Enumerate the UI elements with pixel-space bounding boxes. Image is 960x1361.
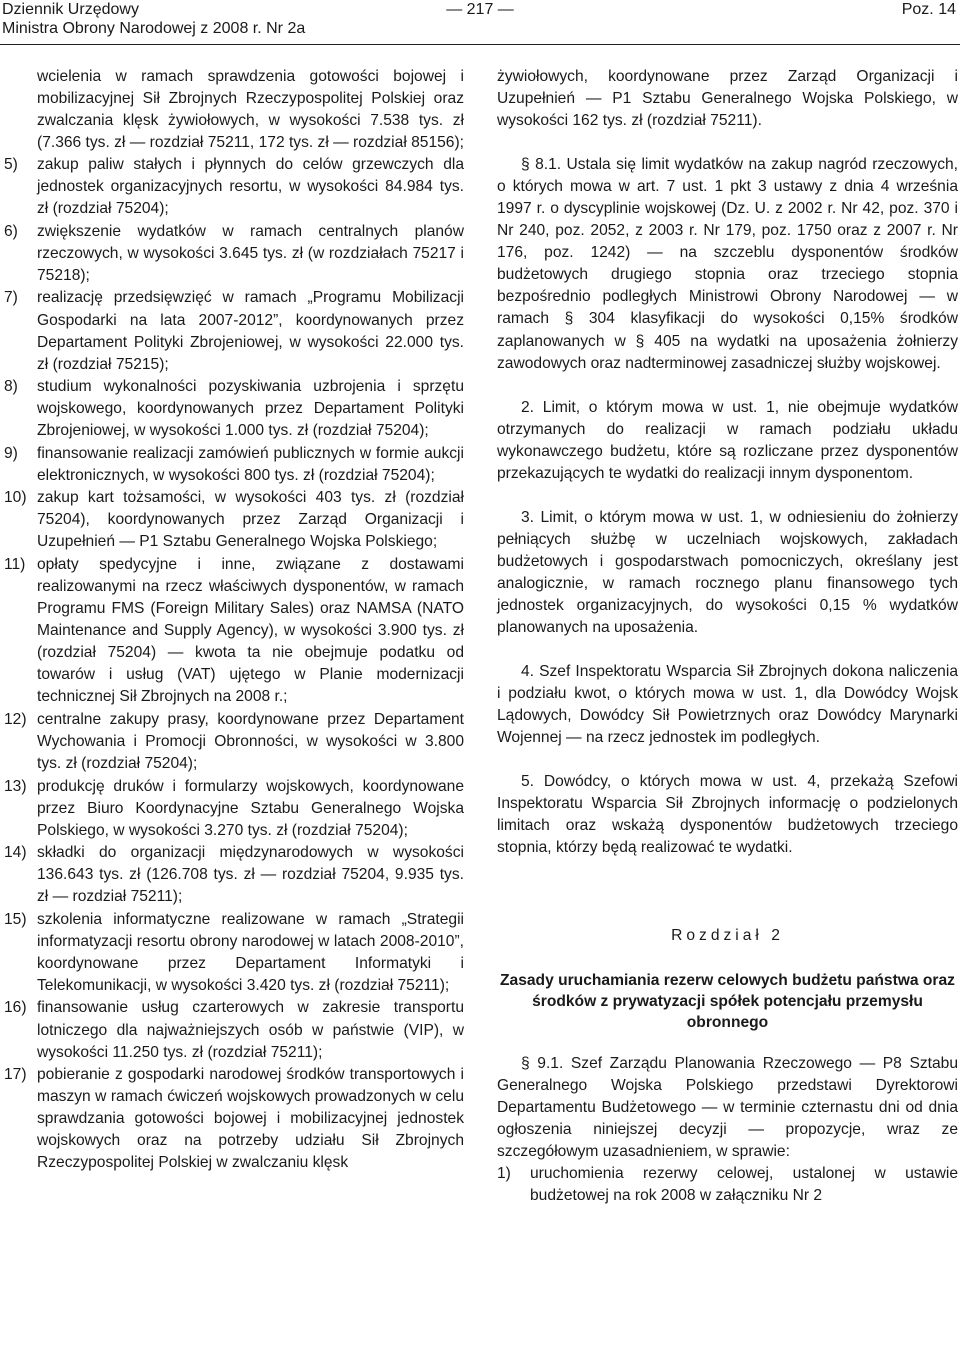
left-column (4, 66, 464, 1175)
paragraph-9-1: § 9.1. Szef Zarządu Planowania Rzeczowego — P8 Sztabu Generalnego Wojska Polskiego przedstawi Dyrektorowi Departamentu Budżetowego — w terminie czternastu dni od dnia ogłoszenia niniejszej decyzji — propozycje, wraz ze szczegółowym uzasadnieniem, w sprawie: (497, 1054, 958, 1160)
spacer (497, 639, 958, 661)
paragraph-8-3: 3. Limit, o którym mowa w ust. 1, w odniesieniu do żołnierzy pełniących służbę w uczelniach wojskowych, zakładach budżetowych i gospodarstwach pomocniczych, określany jest analogicznie, w ramach rocznego planu finansowego tych jednostek organizacyjnych, do wysokości 0,15 % wydatków planowanych na uposażenia. (497, 508, 958, 637)
item-text: zakup kart tożsamości, w wysokości 403 tys. zł (rozdział 75204), koordynowanych przez Zarząd Organizacji i Uzupełnień — P1 Sztabu Generalnego Wojska Polskiego; (37, 489, 464, 551)
item-text: realizację przedsięwzięć w ramach „Programu Mobilizacji Gospodarki na lata 2007-2012”, koordynowanych przez Departament Polityki Zbrojeniowej, w wysokości 22.000 tys. zł (rozdział 75215); (37, 289, 464, 373)
item-number: 9) (4, 444, 18, 462)
list-item-3 (4, 287, 464, 375)
item-number: 10) (4, 489, 27, 507)
publication-title: Dziennik Urzędowy (2, 1, 139, 18)
list-item-1 (4, 154, 464, 220)
issuer-line: Ministra Obrony Narodowej z 2008 r. Nr 2a (2, 20, 306, 37)
spacer (497, 375, 958, 397)
item-text: uruchomienia rezerwy celowej, ustalonej w ustawie budżetowej na rok 2008 w załączniku Nr 2 (530, 1164, 958, 1204)
item-number: 11) (4, 556, 26, 574)
list-item-5 (4, 443, 464, 487)
section-9-sub-list (497, 1163, 958, 1207)
paragraph-8-5: 5. Dowódcy, o których mowa w ust. 4, przekażą Szefowi Inspektoratu Wsparcia Sił Zbrojnych informację o podzielonych limitach oraz wskażą dysponentów budżetowych trzeciego stopnia, którzy będą realizować te wydatki. (497, 773, 958, 857)
page-number: — 217 — (446, 1, 514, 18)
list-item-12 (4, 997, 464, 1063)
list-item-4 (4, 376, 464, 442)
item-text: opłaty spedycyjne i inne, związane z dostawami realizowanymi na rzecz właściwych dysponentów, w ramach Programu FMS (Foreign Military Sales) oraz NAMSA (NATO Maintenance and Supply Agency), w wysokości 3.900 tys. zł (rozdział 75204) — kwota ta nie obejmuje podatku od towarów i usług (VAT) ujętego w Planie modernizacji technicznej Sił Zbrojnych na 2008 r.; (37, 556, 464, 706)
item-text: pobieranie z gospodarki narodowej środków transportowych i maszyn w ramach ćwiczeń wojskowych prowadzonych w celu sprawdzania gotowości bojowej i mobilizacyjnej jednostek wojskowych oraz na potrzeby udziału Sił Zbrojnych Rzeczypospolitej Polskiej w zwalczaniu klęsk (37, 1066, 464, 1172)
spacer (497, 948, 958, 970)
header-divider (0, 44, 960, 45)
list-item-7 (4, 554, 464, 708)
item-text: szkolenia informatyczne realizowane w ramach „Strategii informatyzacji resortu obrony narodowej w latach 2008-2010”, koordynowane przez Departament Informatyki i Telekomunikacji, w wysokości 3.420 tys. zł (rozdział 75211); (37, 910, 464, 994)
item-number: 5) (4, 156, 18, 174)
chapter-title: Zasady uruchamiania rezerw celowych budżetu państwa oraz środków z prywatyzacji spółek potencjału przemysłu obronnego (500, 971, 955, 1031)
paragraph-8-1: § 8.1. Ustala się limit wydatków na zakup nagród rzeczowych, o których mowa w art. 7 ust. 1 pkt 3 ustawy z dnia 4 września 1997 r. o dyscyplinie wojskowej (Dz. U. z 2002 r. Nr 42, poz. 370 i Nr 240, poz. 2052, z 2003 r. Nr 179, poz. 1750 oraz z 2007 r. Nr 176, poz. 1242) — na szczeblu dysponentów środków budżetowych drugiego stopnia oraz trzeciego stopnia bezpośrednio podległych Ministrowi Obrony Narodowej — w ramach § 304 klasyfikacji do wysokości 0,15% środków zaplanowanych w § 405 na wydatki na uposażenia żołnierzy zawodowych oraz nadterminowej zasadniczej służby wojskowej. (497, 156, 958, 372)
position-number: Poz. 14 (901, 1, 956, 18)
right-column (497, 66, 958, 1207)
item-number: 16) (4, 999, 27, 1017)
spacer (497, 749, 958, 771)
list-item-2 (4, 221, 464, 287)
item-text: zakup paliw stałych i płynnych do celów grzewczych dla jednostek organizacyjnych resortu, w wysokości 84.984 tys. zł (rozdział 75204); (37, 156, 464, 218)
item-text: produkcję druków i formularzy wojskowych, koordynowane przez Biuro Koordynacyjne Sztabu Generalnego Wojska Polskiego, w wysokości 3.270 tys. zł (rozdział 75204); (37, 777, 464, 839)
spacer (497, 485, 958, 507)
paragraph-8-4: 4. Szef Inspektoratu Wsparcia Sił Zbrojnych dokona naliczenia i podziału kwot, o których mowa w ust. 1, dla Dowódcy Wojsk Lądowych, Dowódcy Sił Powietrznych oraz Dowódcy Marynarki Wojennej — na rzecz jednostek im podległych. (497, 663, 958, 747)
item-number: 15) (4, 910, 27, 928)
left-item-list (4, 154, 464, 1174)
lead-continuation: wcielenia w ramach sprawdzenia gotowości bojowej i mobilizacyjnej Sił Zbrojnych Rzeczypospolitej Polskiej oraz zwalczania klęsk żywiołowych, w wysokości 7.538 tys. zł (7.366 tys. zł — rozdział 75211, 172 tys. zł — rozdział 85156); (37, 68, 465, 152)
list-item-8 (4, 709, 464, 775)
item-text: zwiększenie wydatków w ramach centralnych planów rzeczowych, w wysokości 3.645 tys. zł (w rozdziałach 75217 i 75218); (37, 222, 464, 284)
list-item-13 (4, 1064, 464, 1174)
right-lead-continuation: żywiołowych, koordynowane przez Zarząd Organizacji i Uzupełnień — P1 Sztabu Generalnego Wojska Polskiego, w wysokości 162 tys. zł (rozdział 75211). (497, 68, 958, 130)
item-text: finansowanie usług czarterowych w zakresie transportu lotniczego dla najważniejszych osób w państwie (VIP), w wysokości 11.250 tys. zł (rozdział 75211); (37, 999, 464, 1061)
item-number: 12) (4, 710, 27, 728)
item-number: 14) (4, 844, 27, 862)
item-text: studium wykonalności pozyskiwania uzbrojenia i sprzętu wojskowego, koordynowanych przez Departament Polityki Zbrojeniowej, w wysokości 1.000 tys. zł (rozdział 75204); (37, 378, 464, 440)
item-number: 1) (497, 1164, 511, 1182)
paragraph-8-2: 2. Limit, o którym mowa w ust. 1, nie obejmuje wydatków otrzymanych do realizacji w ramach podziału układu wykonawczego budżetu, które są rozliczane przez dysponentów przekazujących te wydatki do realizacji innym dysponentom. (497, 398, 958, 482)
item-number: 17) (4, 1066, 27, 1084)
item-text: centralne zakupy prasy, koordynowane przez Departament Wychowania i Promocji Obronności, w wysokości w 3.800 tys. zł (rozdział 75204); (37, 710, 464, 772)
list-item-6 (4, 487, 464, 553)
item-number: 7) (4, 289, 18, 307)
list-item-10 (4, 842, 464, 908)
chapter-label: Rozdział 2 (671, 927, 784, 945)
item-number: 8) (4, 378, 18, 396)
spacer (497, 859, 958, 925)
page-header (0, 0, 960, 46)
item-number: 6) (4, 222, 18, 240)
item-text: finansowanie realizacji zamówień publicznych w formie aukcji elektronicznych, w wysokości 800 tys. zł (rozdział 75204); (37, 444, 464, 484)
sub-item-1 (497, 1163, 958, 1207)
list-item-11 (4, 909, 464, 997)
item-text: składki do organizacji międzynarodowych w wysokości 136.643 tys. zł (126.708 tys. zł — rozdział 75204, 9.935 tys. zł — rozdział 75211); (37, 844, 464, 906)
list-item-9 (4, 776, 464, 842)
spacer (497, 132, 958, 154)
item-number: 13) (4, 777, 27, 795)
spacer (497, 1033, 958, 1053)
